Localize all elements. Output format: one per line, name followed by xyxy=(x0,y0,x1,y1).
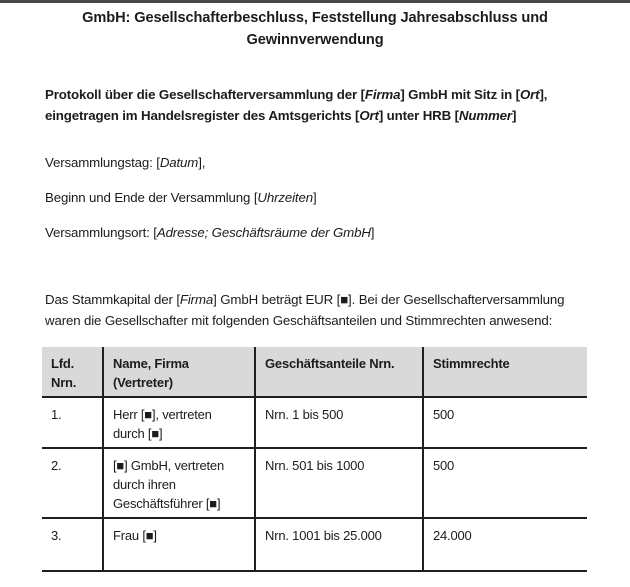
table-cell: Nrn. 1001 bis 25.000 xyxy=(255,518,423,571)
capital-paragraph xyxy=(45,290,600,331)
table-cell: Nrn. 501 bis 1000 xyxy=(255,448,423,518)
header-cell-name-firma: Name, Firma (Vertreter) xyxy=(103,347,255,397)
table-cell: 1. xyxy=(42,397,103,448)
meeting-day-line xyxy=(45,153,600,174)
table-cell: Nrn. 1 bis 500 xyxy=(255,397,423,448)
table-cell: 500 xyxy=(423,397,587,448)
protokoll-paragraph xyxy=(45,85,600,126)
meeting-place-line xyxy=(45,223,600,244)
capital-line-2: waren die Gesellschafter mit folgenden Geschäftsanteilen und Stimmrechten anwesend: xyxy=(45,312,553,328)
document-title xyxy=(0,7,630,51)
document-title-line-2: Gewinnverwendung xyxy=(246,32,384,48)
table-row xyxy=(42,448,587,518)
meeting-day-text: Versammlungstag: [Datum], xyxy=(45,155,206,170)
header-cell-geschaeftsanteile: Geschäftsanteile Nrn. xyxy=(255,347,423,397)
protokoll-line-2: eingetragen im Handelsregister des Amtsgerichts [Ort] unter HRB [Nummer] xyxy=(45,107,517,123)
header-cell-stimmrechte: Stimmrechte xyxy=(423,347,587,397)
protokoll-line-1: Protokoll über die Gesellschafterversammlung der [Firma] GmbH mit Sitz in [Ort], xyxy=(45,87,548,102)
table-cell: 2. xyxy=(42,448,103,518)
table-row xyxy=(42,397,587,448)
table-row xyxy=(42,518,587,571)
table-header-row xyxy=(42,347,587,397)
meeting-time-line xyxy=(45,188,600,209)
shareholders-table xyxy=(42,347,587,572)
meeting-place-text: Versammlungsort: [Adresse; Geschäftsräume der GmbH] xyxy=(45,225,375,240)
table-cell: Frau [■] xyxy=(103,518,255,571)
meeting-time-text: Beginn und Ende der Versammlung [Uhrzeiten] xyxy=(45,190,317,205)
top-border-bar xyxy=(0,0,630,3)
table-cell: Herr [■], vertreten durch [■] xyxy=(103,397,255,448)
capital-line-1: Das Stammkapital der [Firma] GmbH beträgt EUR [■]. Bei der Gesellschafterversammlung xyxy=(45,292,565,307)
document-title-line-1: GmbH: Gesellschafterbeschluss, Feststellung Jahresabschluss und xyxy=(82,10,548,26)
table-cell: [■] GmbH, vertreten durch ihren Geschäftsführer [■] xyxy=(103,448,255,518)
table-cell: 24.000 xyxy=(423,518,587,571)
table-cell: 500 xyxy=(423,448,587,518)
header-cell-lfd-nrn: Lfd. Nrn. xyxy=(42,347,103,397)
table-cell: 3. xyxy=(42,518,103,571)
